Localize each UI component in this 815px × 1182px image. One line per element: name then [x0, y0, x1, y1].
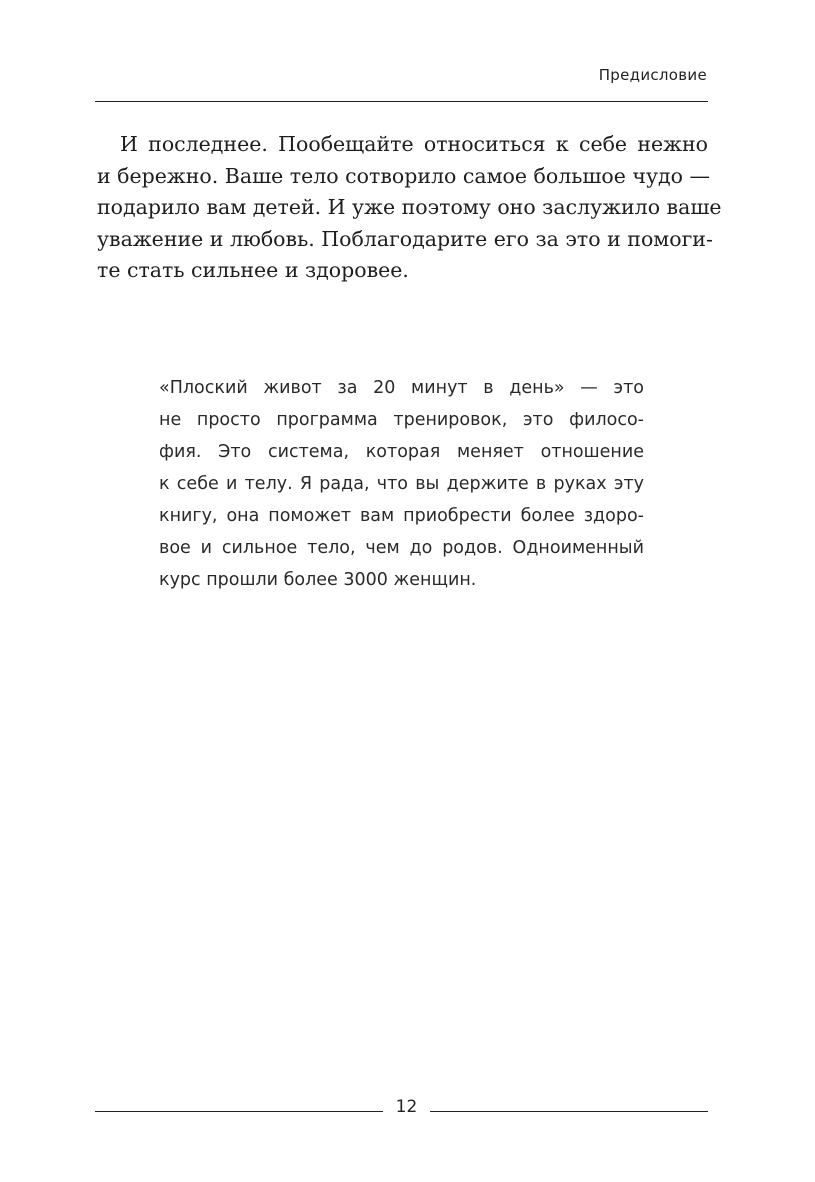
main-paragraph — [97, 129, 722, 287]
footer-rule-left — [95, 1111, 383, 1112]
pull-quote-line: «Плоский живот за 20 минут в день» — это — [159, 378, 644, 398]
pull-quote-line: книгу, она поможет вам приобрести более здоро- — [159, 506, 644, 526]
running-head-title: Предисловие — [598, 66, 707, 84]
main-paragraph-line: уважение и любовь. Поблагодарите его за это и помоги- — [97, 226, 713, 251]
pull-quote-line: не просто программа тренировок, это филосо- — [159, 410, 644, 430]
pull-quote-line: фия. Это система, которая меняет отношение — [159, 442, 644, 462]
header-rule — [95, 101, 708, 102]
main-paragraph-line: И последнее. Пообещайте относиться к себе нежно — [120, 132, 708, 156]
page-footer — [95, 1095, 708, 1125]
main-paragraph-line: те стать сильнее и здоровее. — [97, 258, 409, 282]
pull-quote-line: вое и сильное тело, чем до родов. Одноименный — [159, 538, 644, 558]
footer-rule-right — [430, 1111, 708, 1112]
main-paragraph-line: подарило вам детей. И уже поэтому оно заслужило ваше — [97, 195, 722, 219]
page-number: 12 — [395, 1097, 418, 1117]
pull-quote-line: к себе и телу. Я рада, что вы держите в руках эту — [159, 474, 644, 494]
pull-quote — [159, 372, 644, 596]
main-paragraph-line: и бережно. Ваше тело сотворило самое большое чудо — — [97, 163, 711, 188]
pull-quote-line: курс прошли более 3000 женщин. — [159, 570, 477, 590]
